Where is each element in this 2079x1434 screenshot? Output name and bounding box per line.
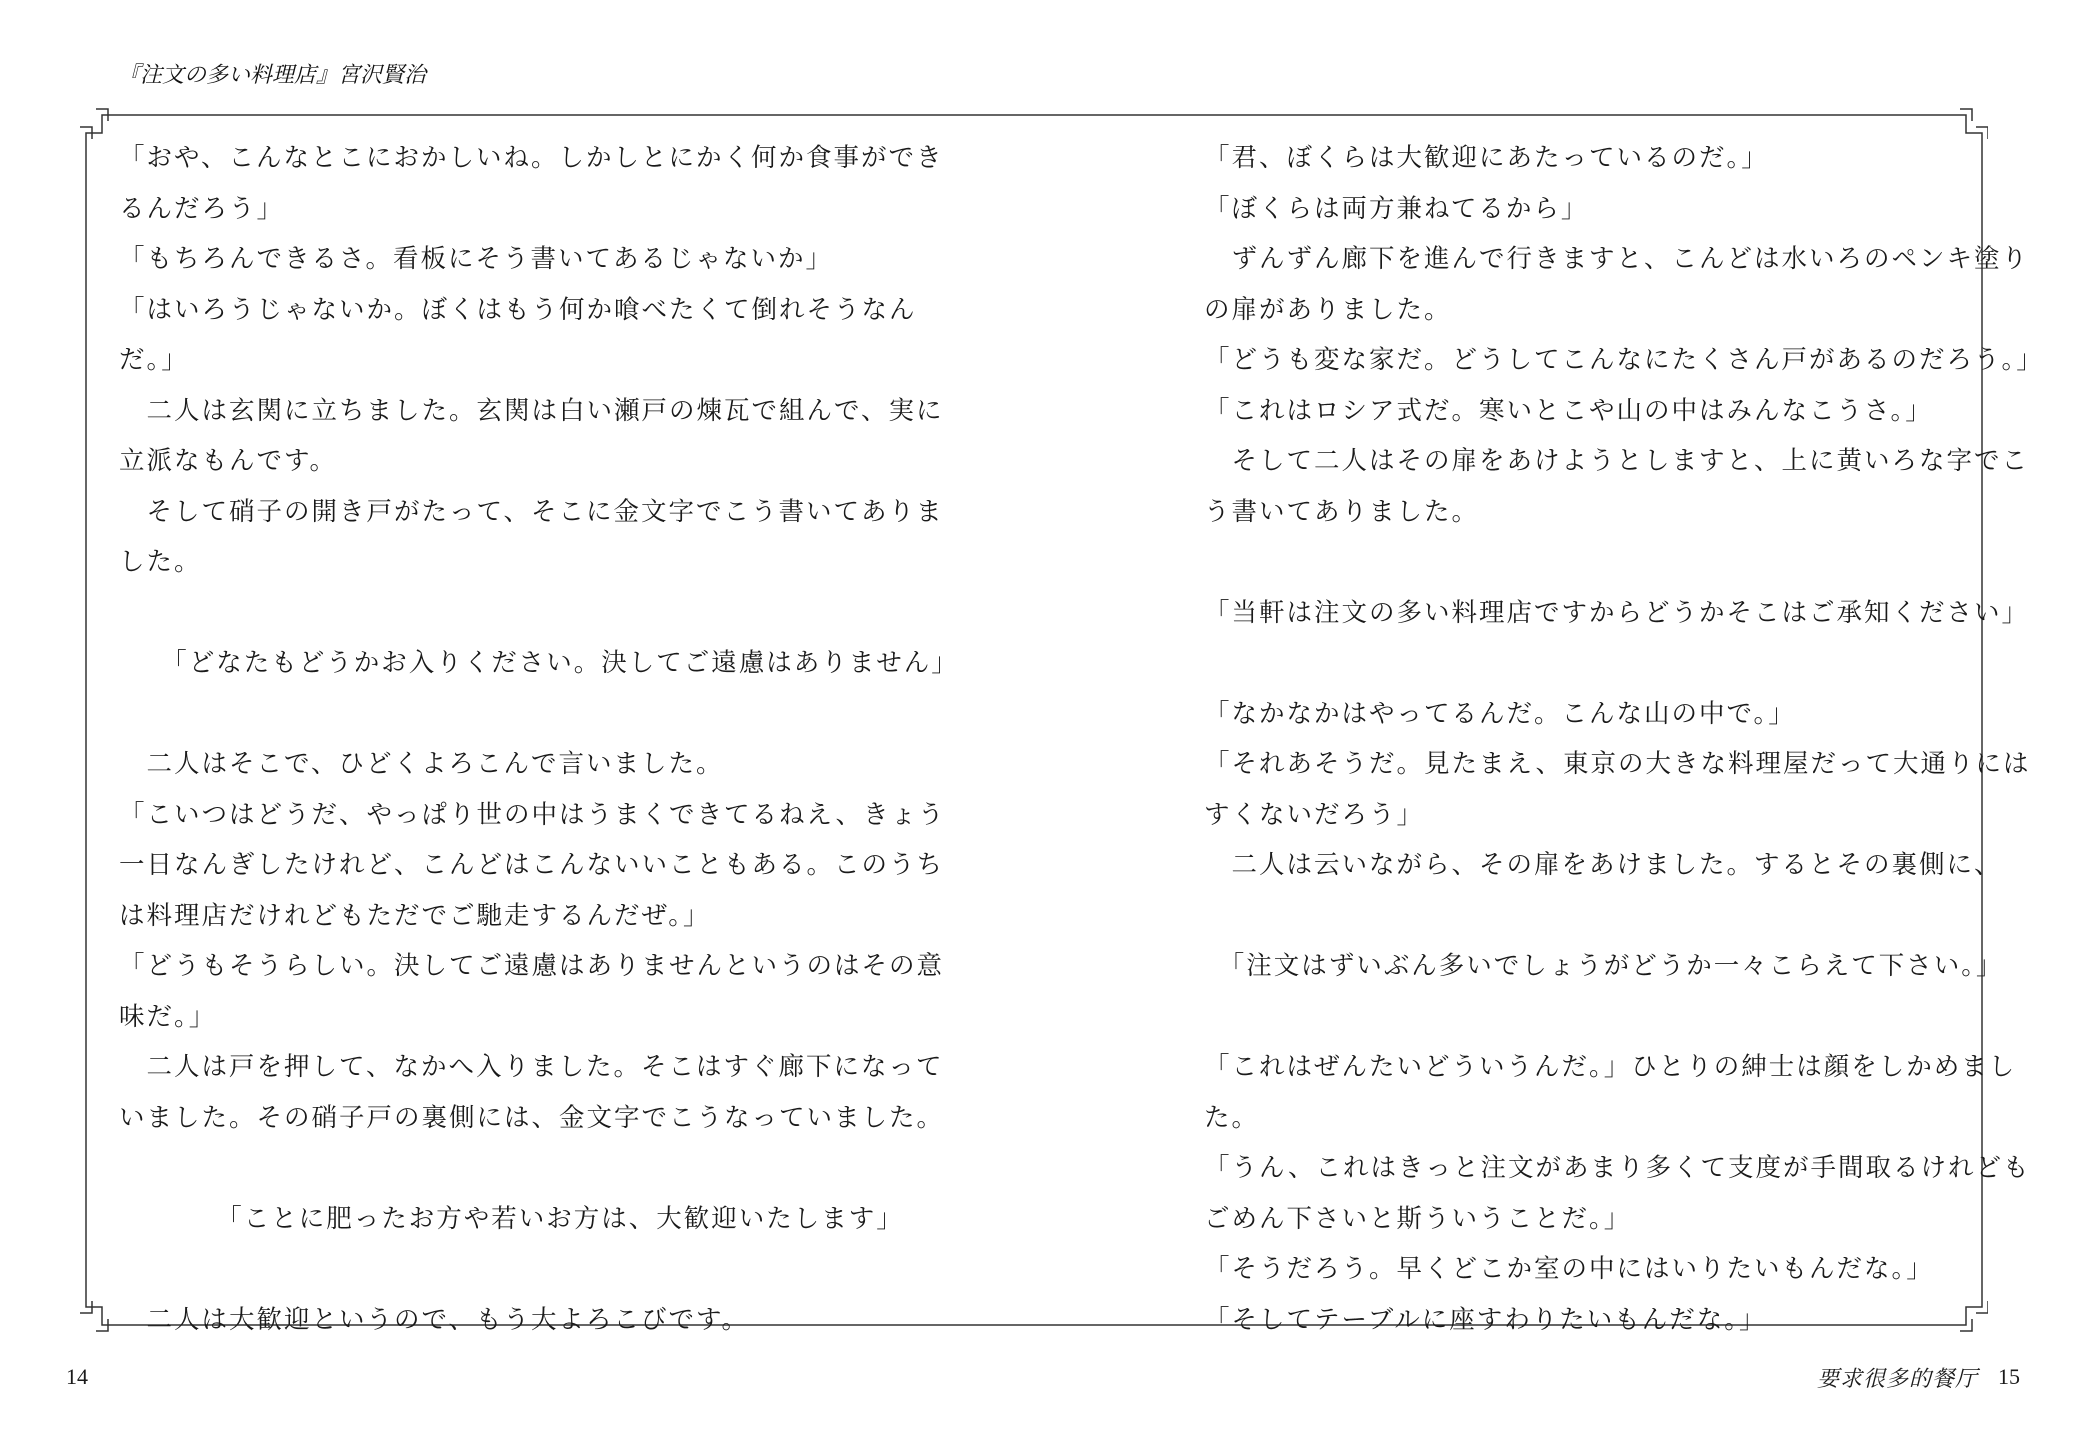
text-line: そして二人はその扉をあけようとしますと、上に黄いろな字でこ <box>1204 446 2030 476</box>
text-line: いました。その硝子戸の裏側には、金文字でこうなっていました。 <box>119 1102 945 1133</box>
text-line <box>1204 537 2004 588</box>
text-line: 「当軒は注文の多い料理店ですからどうかそこはご承知ください」 <box>1204 597 2030 628</box>
text-line: 「どなたもどうかお入りください。決してご遠慮はありません」 <box>119 648 959 678</box>
text-line: ごめん下さいと斯ういうことだ。」 <box>1204 1203 1632 1234</box>
text-line: の扉がありました。 <box>1204 294 1452 325</box>
text-line: 「これはロシア式だ。寒いとこや山の中はみんなこうさ。」 <box>1204 395 1933 426</box>
text-line: した。 <box>119 547 202 577</box>
text-line: 二人は玄関に立ちました。玄関は白い瀬戸の煉瓦で組んで、実に <box>119 395 944 426</box>
text-line: た。 <box>1204 1102 1260 1133</box>
left-page-number: 14 <box>66 1364 88 1389</box>
text-line: 「ぼくらは両方兼ねてるから」 <box>1204 193 1589 224</box>
text-line <box>119 1143 919 1194</box>
text-line: 「どうも変な家だ。どうしてこんなにたくさん戸があるのだろう。」 <box>1204 345 2044 375</box>
text-line: だ。」 <box>119 345 189 375</box>
text-line <box>119 1244 919 1295</box>
text-line: 「ことに肥ったお方や若いお方は、大歓迎いたします」 <box>119 1203 904 1234</box>
text-line: 「それあそうだ。見たまえ、東京の大きな料理屋だって大通りには <box>1204 749 2031 779</box>
right-page-text <box>1204 133 2044 1345</box>
text-line <box>1204 638 2004 689</box>
text-line: 立派なもんです。 <box>119 446 337 476</box>
text-line: 味だ。」 <box>119 1001 217 1032</box>
text-line: 「なかなかはやってるんだ。こんな山の中で。」 <box>1204 698 1796 729</box>
text-line: 「こいつはどうだ、やっぱり世の中はうまくできてるねえ、きょう <box>119 799 946 830</box>
text-line: 「そしてテーブルに座すわりたいもんだな。」 <box>1204 1304 1767 1335</box>
text-line: 「君、ぼくらは大歓迎にあたっているのだ。」 <box>1204 143 1769 173</box>
left-page-text <box>119 133 959 1345</box>
right-page-number: 15 <box>1998 1364 2020 1389</box>
text-line: 「うん、これはきっと注文があまり多くて支度が手間取るけれども <box>1204 1153 2031 1183</box>
text-line: 二人は云いながら、その扉をあけました。するとその裏側に、 <box>1204 850 2002 880</box>
text-line: 「はいろうじゃないか。ぼくはもう何か喰べたくて倒れそうなん <box>119 294 917 325</box>
book-title-header: 『注文の多い料理店』宮沢賢治 <box>118 63 427 88</box>
text-line: 二人はそこで、ひどくよろこんで言いました。 <box>119 749 724 779</box>
text-line <box>1204 891 2004 942</box>
text-line: 一日なんぎしたけれど、こんどはこんないいこともある。このうち <box>119 850 945 880</box>
text-line: 「もちろんできるさ。看板にそう書いてあるじゃないか」 <box>119 244 833 274</box>
text-line: 二人は戸を押して、なかへ入りました。そこはすぐ廊下になって <box>119 1052 944 1082</box>
text-line <box>119 588 919 639</box>
text-line: 「これはぜんたいどういうんだ。」ひとりの紳士は顔をしかめまし <box>1204 1052 2017 1082</box>
text-line: ずんずん廊下を進んで行きますと、こんどは水いろのペンキ塗り <box>1204 244 2030 274</box>
text-line: 「どうもそうらしい。決してご遠慮はありませんというのはその意 <box>119 951 945 981</box>
text-line: そして硝子の開き戸がたって、そこに金文字でこう書いてありま <box>119 496 944 527</box>
text-line: すくないだろう」 <box>1204 799 1425 830</box>
text-line: るんだろう」 <box>119 193 285 224</box>
text-line <box>119 689 919 740</box>
text-line <box>1204 992 2004 1043</box>
footer-chinese-title: 要求很多的餐厅 <box>1817 1367 1979 1392</box>
text-line: う書いてありました。 <box>1204 496 1480 527</box>
text-line: 「注文はずいぶん多いでしょうがどうか一々こらえて下さい。」 <box>1204 951 2004 981</box>
text-line: は料理店だけれどもただでご馳走するんだぜ。」 <box>119 900 711 931</box>
text-line: 「おや、こんなとこにおかしいね。しかしとにかく何か食事ができ <box>119 143 944 173</box>
text-line: 二人は大歓迎というので、もう大よろこびです。 <box>119 1304 749 1335</box>
text-line: 「そうだろう。早くどこか室の中にはいりたいもんだな。」 <box>1204 1254 1934 1284</box>
